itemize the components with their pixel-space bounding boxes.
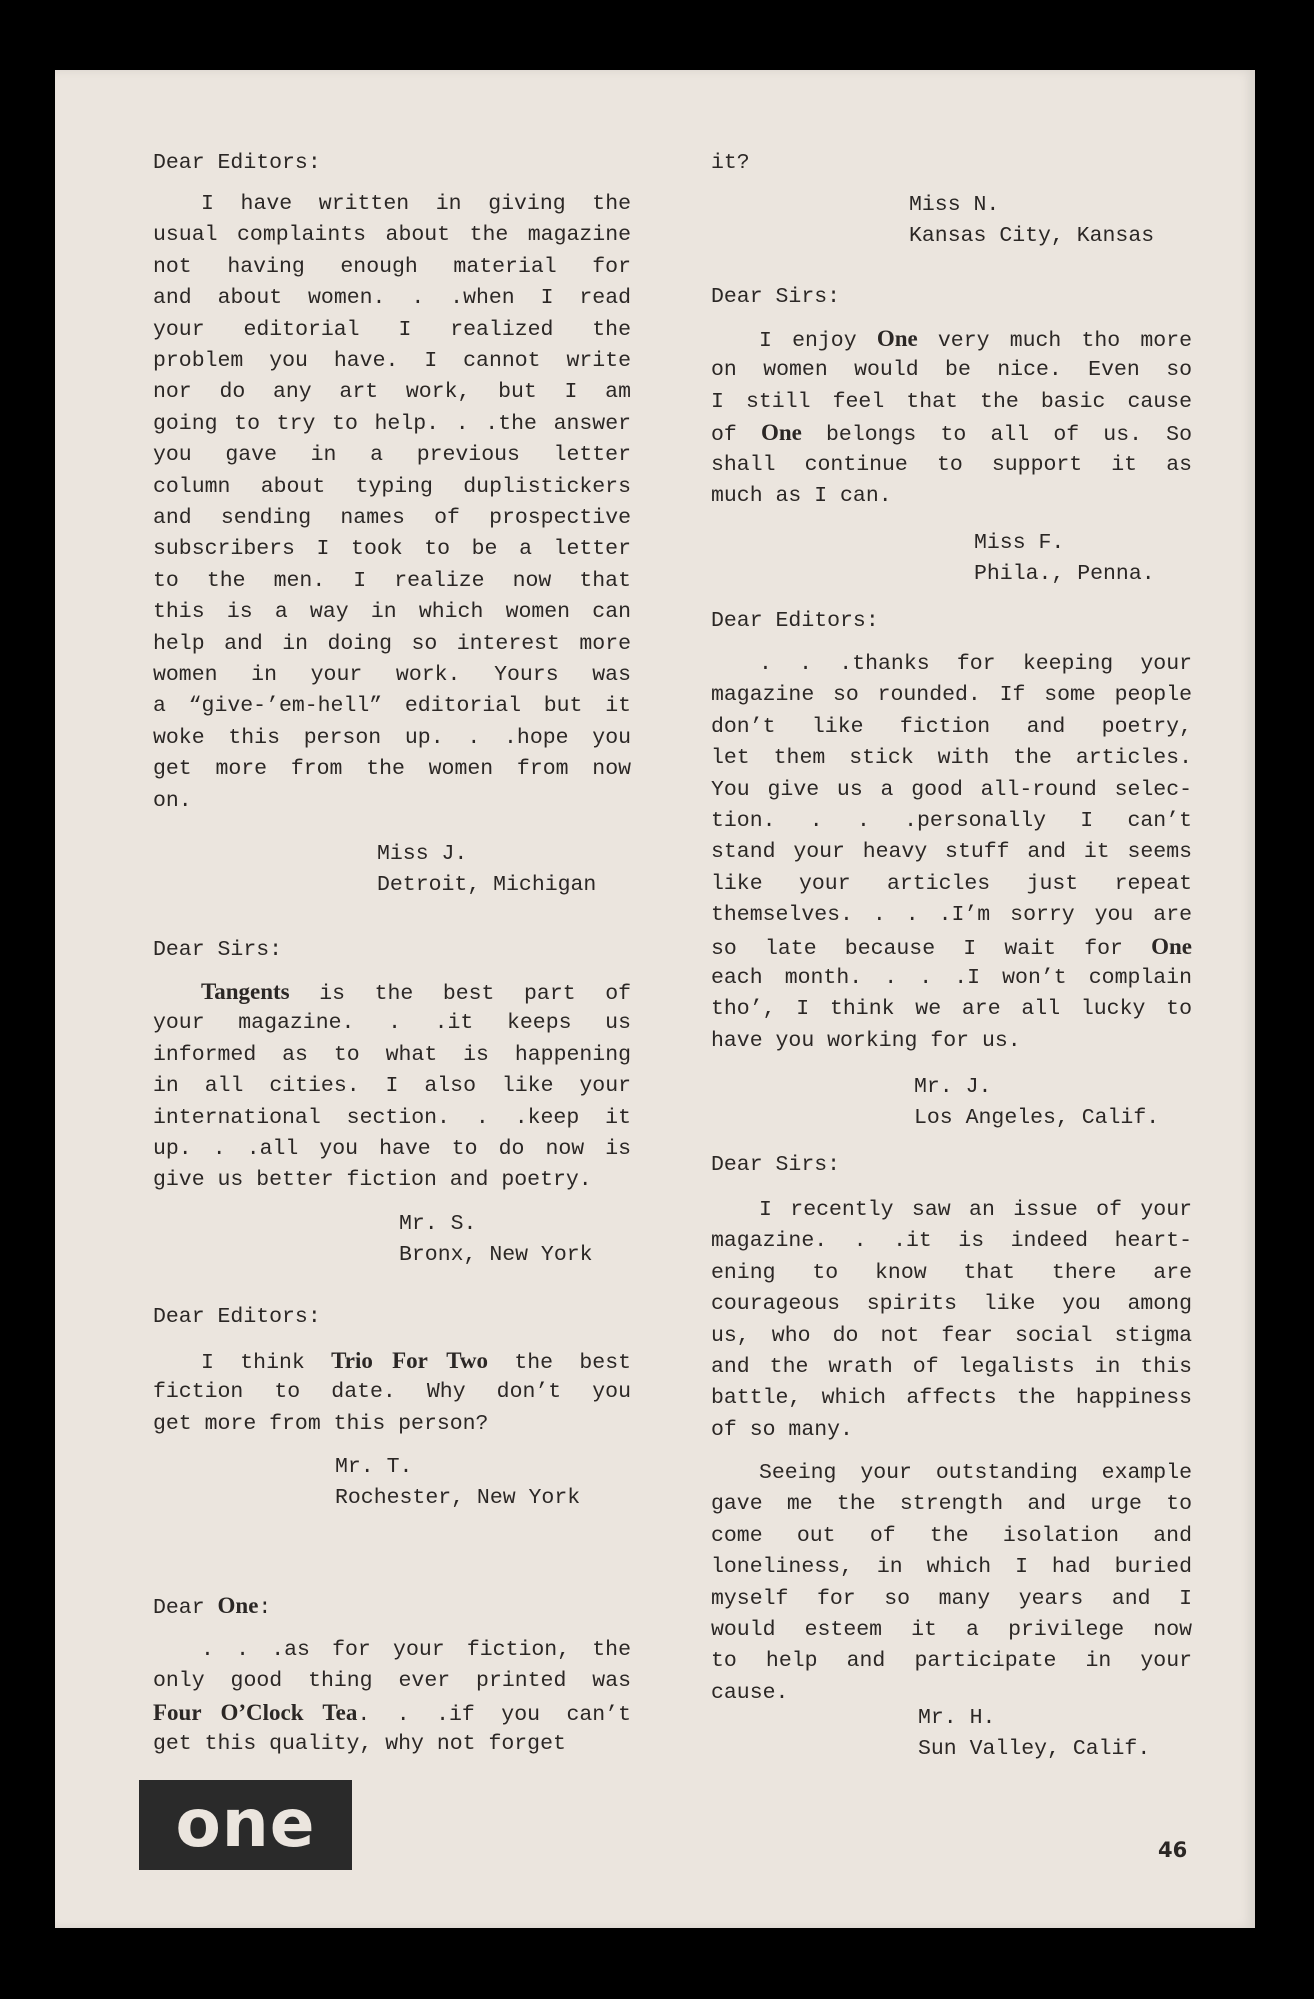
signature-place: Sun Valley, Calif. bbox=[918, 1737, 1151, 1762]
letter-salutation: Dear Sirs: bbox=[153, 938, 283, 962]
letter-salutation: Dear Sirs: bbox=[711, 285, 841, 309]
letter-text-line: have you working for us. bbox=[711, 1028, 1021, 1053]
bold-title: Tangents bbox=[201, 979, 290, 1004]
signature-name: Mr. T. bbox=[335, 1455, 413, 1479]
letter-text-line: courageous spirits like you among bbox=[711, 1292, 1192, 1317]
letter-text-line: us, who do not fear social stigma bbox=[711, 1323, 1192, 1348]
letter-text-line bbox=[759, 325, 1192, 353]
letter-text-line: magazine. . .it is indeed heart- bbox=[711, 1229, 1192, 1254]
letter-text-line: shall continue to support it as bbox=[711, 452, 1192, 477]
letter-text-line: to the men. I realize now that bbox=[153, 568, 631, 593]
letter-text-line: woke this person up. . .hope you bbox=[153, 725, 631, 750]
text-segment: I think bbox=[201, 1351, 332, 1375]
letter-salutation: Dear Editors: bbox=[153, 151, 321, 175]
letter-text-line: loneliness, in which I had buried bbox=[711, 1555, 1192, 1580]
letter-text-line: each month. . . .I won’t complain bbox=[711, 966, 1192, 990]
letter-text-line: column about typing duplistickers bbox=[153, 474, 631, 499]
letter-text-line: I recently saw an issue of your bbox=[759, 1198, 1192, 1222]
letter-text-line: problem you have. I cannot write bbox=[153, 349, 631, 373]
letter-text-line: not having enough material for bbox=[153, 254, 631, 279]
text-segment: I enjoy bbox=[759, 329, 877, 353]
letter-text-line: . . .thanks for keeping your bbox=[759, 652, 1192, 676]
letter-text-line: get more from the women from now bbox=[153, 757, 631, 782]
letter-text-line: going to try to help. . .the answer bbox=[153, 411, 631, 436]
letter-text-line: women in your work. Yours was bbox=[153, 663, 631, 687]
letter-text-line: only good thing ever printed was bbox=[153, 1669, 631, 1694]
letter-text-line: you gave in a previous letter bbox=[153, 443, 631, 468]
signature-name: Mr. J. bbox=[914, 1075, 992, 1099]
signature-place: Kansas City, Kansas bbox=[909, 224, 1155, 249]
letter-text-line: ening to know that there are bbox=[711, 1260, 1192, 1285]
letter-text-line: and sending names of prospective bbox=[153, 506, 631, 530]
letter-text-line: gave me the strength and urge to bbox=[711, 1492, 1192, 1517]
letter-salutation bbox=[153, 1592, 271, 1620]
signature-place: Detroit, Michigan bbox=[377, 873, 597, 898]
text-segment: belongs to all of us. So bbox=[801, 423, 1192, 448]
letter-text-line: battle, which affects the happiness bbox=[711, 1386, 1192, 1411]
letter-text-line: of so many. bbox=[711, 1417, 853, 1442]
text-segment: is the best part of bbox=[289, 982, 631, 1006]
letter-text-line: magazine so rounded. If some people bbox=[711, 683, 1192, 708]
letter-text-line: would esteem it a privilege now bbox=[711, 1618, 1192, 1642]
letter-text-line bbox=[153, 1699, 631, 1727]
signature-place: Los Angeles, Calif. bbox=[914, 1106, 1160, 1131]
bold-title: One bbox=[876, 326, 918, 351]
letter-text-line: stand your heavy stuff and it seems bbox=[711, 840, 1192, 865]
bold-title: One bbox=[760, 420, 802, 446]
letter-salutation: Dear Editors: bbox=[711, 609, 879, 633]
letter-text-line: help and in doing so interest more bbox=[153, 631, 631, 656]
letter-text-line bbox=[711, 419, 1192, 447]
text-segment: . . .if you can’t bbox=[357, 1702, 631, 1727]
letter-text-line bbox=[711, 933, 1192, 961]
letter-text-line: themselves. . . .I’m sorry you are bbox=[711, 903, 1192, 928]
text-segment: : bbox=[258, 1596, 272, 1620]
letter-text-line: this is a way in which women can bbox=[153, 600, 631, 625]
letter-text-line: your editorial I realized the bbox=[153, 317, 631, 342]
letter-text-line: fiction to date. Why don’t you bbox=[153, 1380, 631, 1405]
letter-text-line: international section. . .keep it bbox=[153, 1105, 631, 1130]
letter-text-line: and the wrath of legalists in this bbox=[711, 1355, 1192, 1379]
letter-text-line: a “give-’em-hell” editorial but it bbox=[153, 694, 631, 719]
signature-name: Miss F. bbox=[974, 531, 1065, 555]
letter-text-line: your magazine. . .it keeps us bbox=[153, 1011, 631, 1036]
letter-text-line: myself for so many years and I bbox=[711, 1586, 1192, 1611]
letter-text-line: You give us a good all-round selec- bbox=[711, 777, 1192, 802]
signature-place: Phila., Penna. bbox=[974, 562, 1155, 587]
text-segment: the best bbox=[487, 1351, 631, 1375]
signature-name: Miss N. bbox=[909, 193, 1000, 217]
letter-text-line: to help and participate in your bbox=[711, 1649, 1192, 1674]
letter-text-line: on women would be nice. Even so bbox=[711, 358, 1192, 383]
letter-salutation: Dear Editors: bbox=[153, 1305, 321, 1329]
one-magazine-logo: one bbox=[139, 1780, 352, 1870]
letter-text-line: it? bbox=[711, 151, 750, 175]
letter-text-line: let them stick with the articles. bbox=[711, 746, 1192, 771]
bold-title: Trio For Two bbox=[331, 1348, 488, 1373]
letter-text-line: I still feel that the basic cause bbox=[711, 389, 1192, 414]
page-number: 46 bbox=[1158, 1838, 1188, 1862]
letter-text-line: get this quality, why not forget bbox=[153, 1732, 566, 1757]
letter-text-line: usual complaints about the magazine bbox=[153, 223, 631, 248]
letter-text-line: tho’, I think we are all lucky to bbox=[711, 997, 1192, 1022]
letter-text-line: nor do any art work, but I am bbox=[153, 380, 631, 405]
bold-title: Four O’Clock Tea bbox=[153, 1699, 358, 1725]
text-segment: Dear bbox=[153, 1596, 218, 1620]
letter-text-line: Seeing your outstanding example bbox=[759, 1461, 1192, 1485]
letter-text-line: tion. . . .personally I can’t bbox=[711, 809, 1192, 833]
signature-place: Bronx, New York bbox=[399, 1243, 593, 1268]
letter-text-line: come out of the isolation and bbox=[711, 1523, 1192, 1548]
letter-text-line bbox=[201, 1347, 631, 1375]
letter-text-line: informed as to what is happening bbox=[153, 1042, 631, 1067]
text-segment: so late because I wait for bbox=[711, 936, 1152, 961]
letter-text-line: . . .as for your fiction, the bbox=[201, 1638, 631, 1662]
letter-text-line: give us better fiction and poetry. bbox=[153, 1168, 592, 1193]
letter-text-line: in all cities. I also like your bbox=[153, 1074, 631, 1099]
signature-name: Mr. H. bbox=[918, 1706, 996, 1730]
text-segment: of bbox=[711, 423, 761, 448]
bold-title: One bbox=[217, 1593, 259, 1618]
letter-text-line: I have written in giving the bbox=[201, 192, 631, 216]
bold-title: One bbox=[1151, 933, 1192, 959]
text-segment: very much tho more bbox=[917, 329, 1192, 353]
letter-text-line: get more from this person? bbox=[153, 1411, 489, 1436]
signature-name: Mr. S. bbox=[399, 1212, 477, 1236]
letter-text-line: and about women. . .when I read bbox=[153, 286, 631, 311]
signature-name: Miss J. bbox=[377, 842, 468, 866]
letter-text-line: much as I can. bbox=[711, 484, 892, 508]
letter-salutation: Dear Sirs: bbox=[711, 1153, 841, 1177]
letter-text-line: don’t like fiction and poetry, bbox=[711, 714, 1192, 739]
letter-text-line bbox=[201, 978, 631, 1006]
letter-text-line: like your articles just repeat bbox=[711, 871, 1192, 896]
letter-text-line: cause. bbox=[711, 1680, 789, 1705]
signature-place: Rochester, New York bbox=[335, 1486, 581, 1511]
letter-text-line: subscribers I took to be a letter bbox=[153, 537, 631, 562]
letter-text-line: up. . .all you have to do now is bbox=[153, 1137, 631, 1161]
letter-text-line: on. bbox=[153, 788, 192, 813]
